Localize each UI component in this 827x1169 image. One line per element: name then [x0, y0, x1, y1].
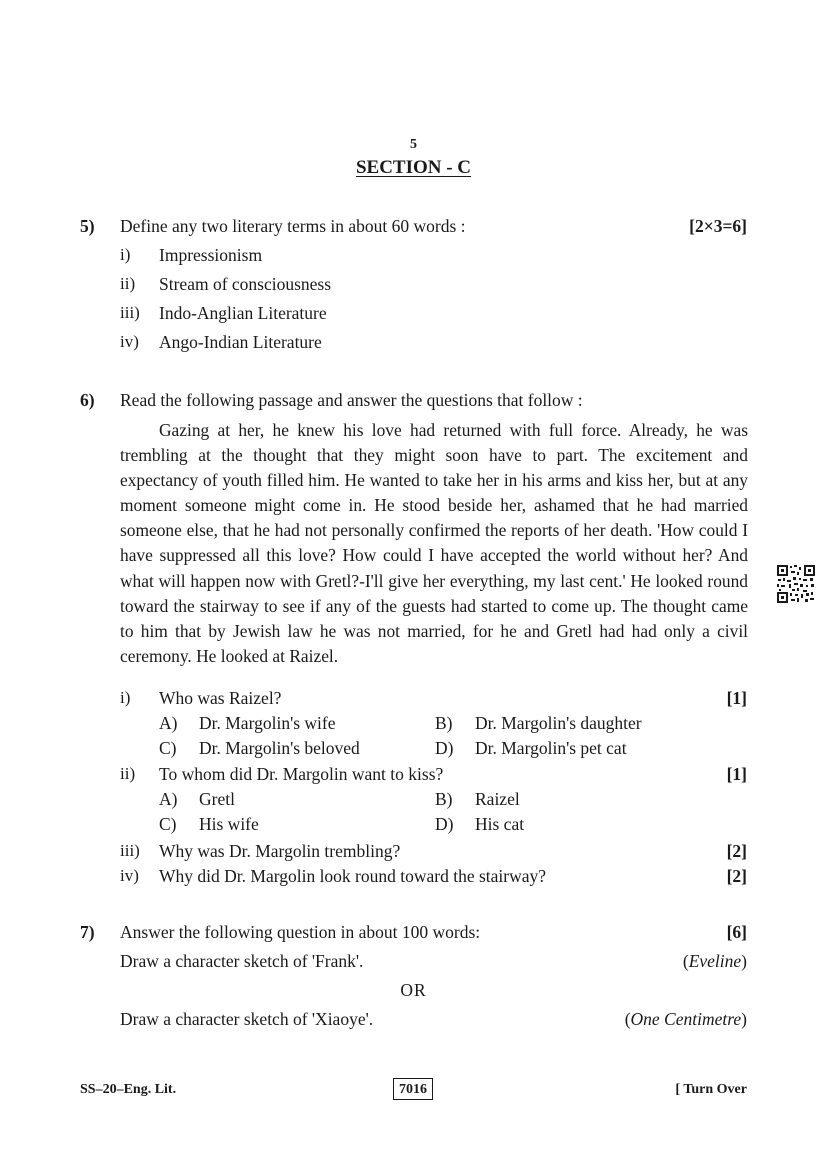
option-letter: B)	[435, 713, 453, 733]
option-text: His wife	[199, 814, 259, 834]
q7-choice2-source: (One Centimetre)	[624, 1009, 747, 1029]
option-text: Raizel	[475, 789, 520, 809]
q6-text: Read the following passage and answer the questions that follow :	[120, 390, 583, 410]
subq-text: Who was Raizel?	[159, 688, 282, 708]
subq-numeral: iii)	[120, 841, 140, 860]
q5-text: Define any two literary terms in about 60 words :	[120, 216, 466, 236]
source-title: Eveline	[688, 951, 742, 971]
qr-code-icon	[776, 564, 816, 604]
q5-item-text: Stream of consciousness	[159, 274, 332, 294]
footer-booklet-code: 7016	[393, 1078, 433, 1100]
subq-marks: [1]	[726, 688, 747, 708]
option-letter: D)	[435, 738, 454, 758]
q5-item-numeral: ii)	[120, 274, 136, 293]
subq-marks: [2]	[726, 866, 747, 886]
q7-marks: [6]	[726, 922, 747, 942]
subq-marks: [1]	[726, 764, 747, 784]
subq-numeral: ii)	[120, 764, 136, 783]
q5-item-numeral: iii)	[120, 303, 140, 322]
section-title: SECTION - C	[355, 157, 472, 178]
option-letter: C)	[159, 814, 177, 834]
q7-choice2-text: Draw a character sketch of 'Xiaoye'.	[120, 1009, 374, 1029]
q7-choice1-text: Draw a character sketch of 'Frank'.	[120, 951, 364, 971]
q5-item-text: Indo-Anglian Literature	[159, 303, 327, 323]
option-text: His cat	[475, 814, 525, 834]
source-title: One Centimetre	[630, 1009, 742, 1029]
subq-marks: [2]	[726, 841, 747, 861]
option-letter: A)	[159, 713, 178, 733]
subq-text: Why did Dr. Margolin look round toward the stairway?	[159, 866, 547, 886]
footer-turn-over: [ Turn Over	[675, 1082, 747, 1097]
option-text: Dr. Margolin's pet cat	[475, 738, 627, 758]
page-number: 5	[410, 137, 417, 152]
option-text: Dr. Margolin's daughter	[475, 713, 642, 733]
subq-numeral: i)	[120, 688, 131, 707]
option-letter: A)	[159, 789, 178, 809]
or-label: OR	[400, 980, 427, 1000]
q5-item-text: Impressionism	[159, 245, 263, 265]
option-letter: C)	[159, 738, 177, 758]
q6-number: 6)	[80, 390, 95, 410]
q7-number: 7)	[80, 922, 95, 942]
passage-text: Gazing at her, he knew his love had returned with full force. Already, he was trembling at the thought that they might soon have to part. The excitement and expectancy of youth filled him. He wanted to take her in his arms and kiss her, but at any moment someone might come in. He stood beside her, ashamed that he had married someone else, that he had not personally confirmed the reports of her death. 'How could I have suppressed all this love? How could I have accepted the world without her? And what will happen now with Gretl?-I'll give her everything, my last cent.' He looked round toward the stairway to see if any of the guests had started to come up. The thought came to him that by Jewish law he was not married, for he and Gretl had had only a civil ceremony. He looked at Raizel.	[120, 420, 748, 666]
option-text: Gretl	[199, 789, 235, 809]
q5-item-numeral: iv)	[120, 332, 139, 351]
q5-number: 5)	[80, 216, 95, 236]
q7-text: Answer the following question in about 100 words:	[120, 922, 481, 942]
option-letter: B)	[435, 789, 453, 809]
option-text: Dr. Margolin's wife	[199, 713, 336, 733]
q6-passage	[120, 418, 748, 669]
subq-numeral: iv)	[120, 866, 139, 885]
subq-text: To whom did Dr. Margolin want to kiss?	[159, 764, 444, 784]
option-text: Dr. Margolin's beloved	[199, 738, 360, 758]
q5-marks: [2×3=6]	[689, 216, 747, 236]
footer-paper-code: SS–20–Eng. Lit.	[80, 1082, 177, 1097]
q5-item-text: Ango-Indian Literature	[159, 332, 322, 352]
q7-choice1-source: (Eveline)	[682, 951, 747, 971]
subq-text: Why was Dr. Margolin trembling?	[159, 841, 401, 861]
option-letter: D)	[435, 814, 454, 834]
q5-item-numeral: i)	[120, 245, 131, 264]
